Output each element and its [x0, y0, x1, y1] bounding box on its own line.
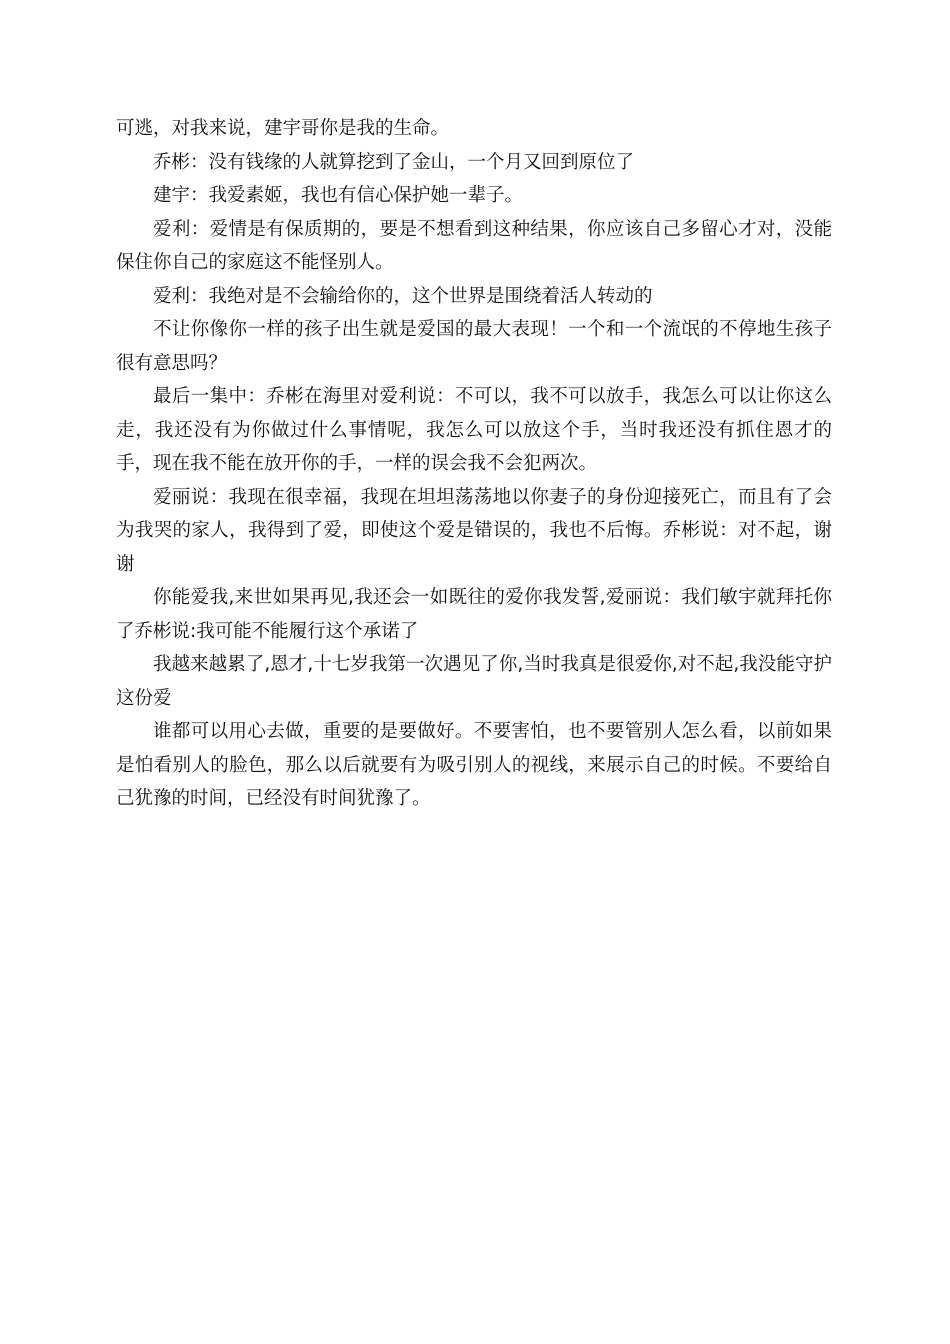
- paragraph: 你能爱我,来世如果再见,我还会一如既往的爱你我发誓,爱丽说：我们敏宇就拜托你了乔彬说:我可能不能履行这个承诺了: [116, 587, 832, 642]
- paragraph: 爱利：我绝对是不会输给你的，这个世界是围绕着活人转动的: [153, 285, 653, 307]
- paragraph: 谁都可以用心去做，重要的是要做好。不要害怕，也不要管别人怎么看，以前如果是怕看别人的脸色，那么以后就要有为吸引别人的视线，来展示自己的时候。不要给自己犹豫的时间，已经没有时间犹豫了。: [116, 721, 832, 809]
- paragraph: 建宇：我爱素姬，我也有信心保护她一辈子。: [153, 185, 524, 206]
- paragraph: 爱丽说：我现在很幸福，我现在坦坦荡荡地以你妻子的身份迎接死亡，而且有了会为我哭的家人，我得到了爱，即使这个爱是错误的，我也不后悔。乔彬说：对不起，谢谢: [116, 486, 832, 575]
- paragraph: 我越来越累了,恩才,十七岁我第一次遇见了你,当时我真是很爱你,对不起,我没能守护这份爱: [116, 654, 832, 709]
- paragraph: 爱利：爱情是有保质期的，要是不想看到这种结果，你应该自己多留心才对，没能保住你自己的家庭这不能怪别人。: [116, 218, 832, 273]
- paragraph-continuation: 可逃，对我来说，建宇哥你是我的生命。: [116, 118, 450, 139]
- document-body: [116, 112, 832, 816]
- paragraph: 最后一集中：乔彬在海里对爱利说：不可以，我不可以放手，我怎么可以让你这么走，我还没有为你做过什么事情呢，我怎么可以放这个手，当时我还没有抓住恩才的手，现在我不能在放开你的手，一样的误会我不会犯两次。: [116, 386, 832, 474]
- paragraph: 乔彬：没有钱缘的人就算挖到了金山，一个月又回到原位了: [153, 151, 635, 173]
- paragraph: 不让你像你一样的孩子出生就是爱国的最大表现！一个和一个流氓的不停地生孩子很有意思吗？: [116, 319, 832, 374]
